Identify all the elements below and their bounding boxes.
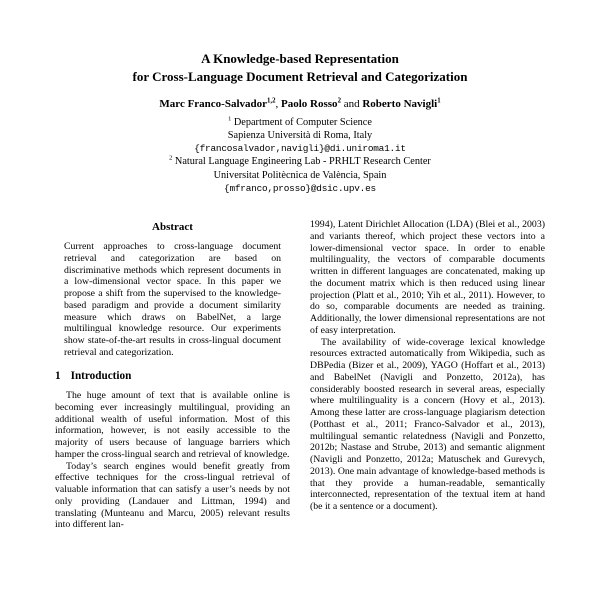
right-paragraph-1: 1994), Latent Dirichlet Allocation (LDA) (Blei et al., 2003) and variants thereof, which project these vectors into a lower-dimensional vector space. In order to enable multilinguality, the vectors of comparable documents written in different languages are concatenated, making up the document matrix which is then reduced using linear projection (Platt et al., 2010; Yih et al., 2011). However, to do so, comparable documents are needed as training. Additionally, the lower dimensional representations are not of easy interpretation. [310,219,545,336]
affiliation-2-marker: 2 [169,155,173,163]
abstract-section [55,241,290,359]
two-column-body [55,219,545,531]
affiliation-2-line1: Natural Language Engineering Lab - PRHLT Research Center [174,156,431,168]
intro-paragraph-1: The huge amount of text that is available online is becoming ever increasingly multilingual, providing an additional wealth of useful information. Most of this information, however, is not easily accessible to the majority of users because of language barriers which hamper the cross-lingual search and retrieval of knowledge. [55,390,290,460]
paper-title-line1: A Knowledge-based Representation [201,51,399,66]
section-title: Introduction [70,369,132,382]
author-separator-1: , [275,97,282,110]
paper-title [55,50,545,86]
abstract-text: Current approaches to cross-language document retrieval and categorization are based on discriminative methods which represent documents in a low-dimensional vector space. In this paper we propose a shift from the supervised to the knowledge-based paradigm and provide a document similarity measure which draws on BabelNet, a large multilingual knowledge resource. Our experiments show state-of-the-art results in cross-lingual document retrieval and categorization. [64,241,281,358]
affiliation-2-email: {mfranco,prosso}@dsic.upv.es [224,182,376,194]
author-affiliation-ref-3: 1 [437,97,441,105]
author-name-3: Roberto Navigli [362,97,438,110]
left-column [55,219,290,531]
author-name-2: Paolo Rosso [281,97,338,110]
affiliation-1-dept [55,116,545,130]
section-number: 1 [55,369,61,382]
affiliation-2-line2: Universitat Politècnica de València, Spain [213,170,387,182]
affiliation-1-line1: Department of Computer Science [233,116,372,128]
affiliation-1-marker: 1 [228,115,232,123]
intro-paragraph-2: Today’s search engines would benefit greatly from effective techniques for the cross-lingual retrieval of valuable information that can satisfy a user’s needs by not only providing (Landauer and Littman, 1994) and translating (Munteanu and Marcu, 2005) relevant results into different lan- [55,460,290,531]
author-name-1: Marc Franco-Salvador [159,97,268,110]
affiliation-1-email: {francosalvador,navigli}@di.uniroma1.it [194,143,406,155]
right-column [310,219,545,531]
author-affiliation-ref-2: 2 [337,97,341,105]
affiliation-1-line2: Sapienza Università di Roma, Italy [227,130,373,142]
right-paragraph-2: The availability of wide-coverage lexical knowledge resources extracted automatically from Wikipedia, such as DBPedia (Bizer et al., 2009), YAGO (Hoffart et al., 2013) and BabelNet (Navigli and Ponzetto, 2012a), has considerably boosted research in several areas, especially where multilinguality is a concern (Hovy et al., 2013). Among these latter are cross-language plagiarism detection (Potthast et al., 2011; Franco-Salvador et al., 2013), multilingual semantic relatedness (Navigli and Ponzetto, 2012b; Nastase and Strube, 2013) and semantic alignment (Navigli and Ponzetto, 2012a; Matuschek and Gurevych, 2013). One main advantage of knowledge-based methods is that they provide a human-readable, semantically interconnected, representation of the textual item at hand (be it a sentence or a document). [310,336,545,512]
paper-title-line2: for Cross-Language Document Retrieval and Categorization [132,68,468,84]
author-line [55,98,545,110]
affiliations-block [55,116,545,195]
affiliation-2-dept [55,155,545,169]
author-separator-2: and [340,97,363,110]
abstract-heading: Abstract [152,221,193,233]
author-affiliation-ref-1: 1,2 [267,97,276,105]
section-heading-introduction [55,370,290,383]
